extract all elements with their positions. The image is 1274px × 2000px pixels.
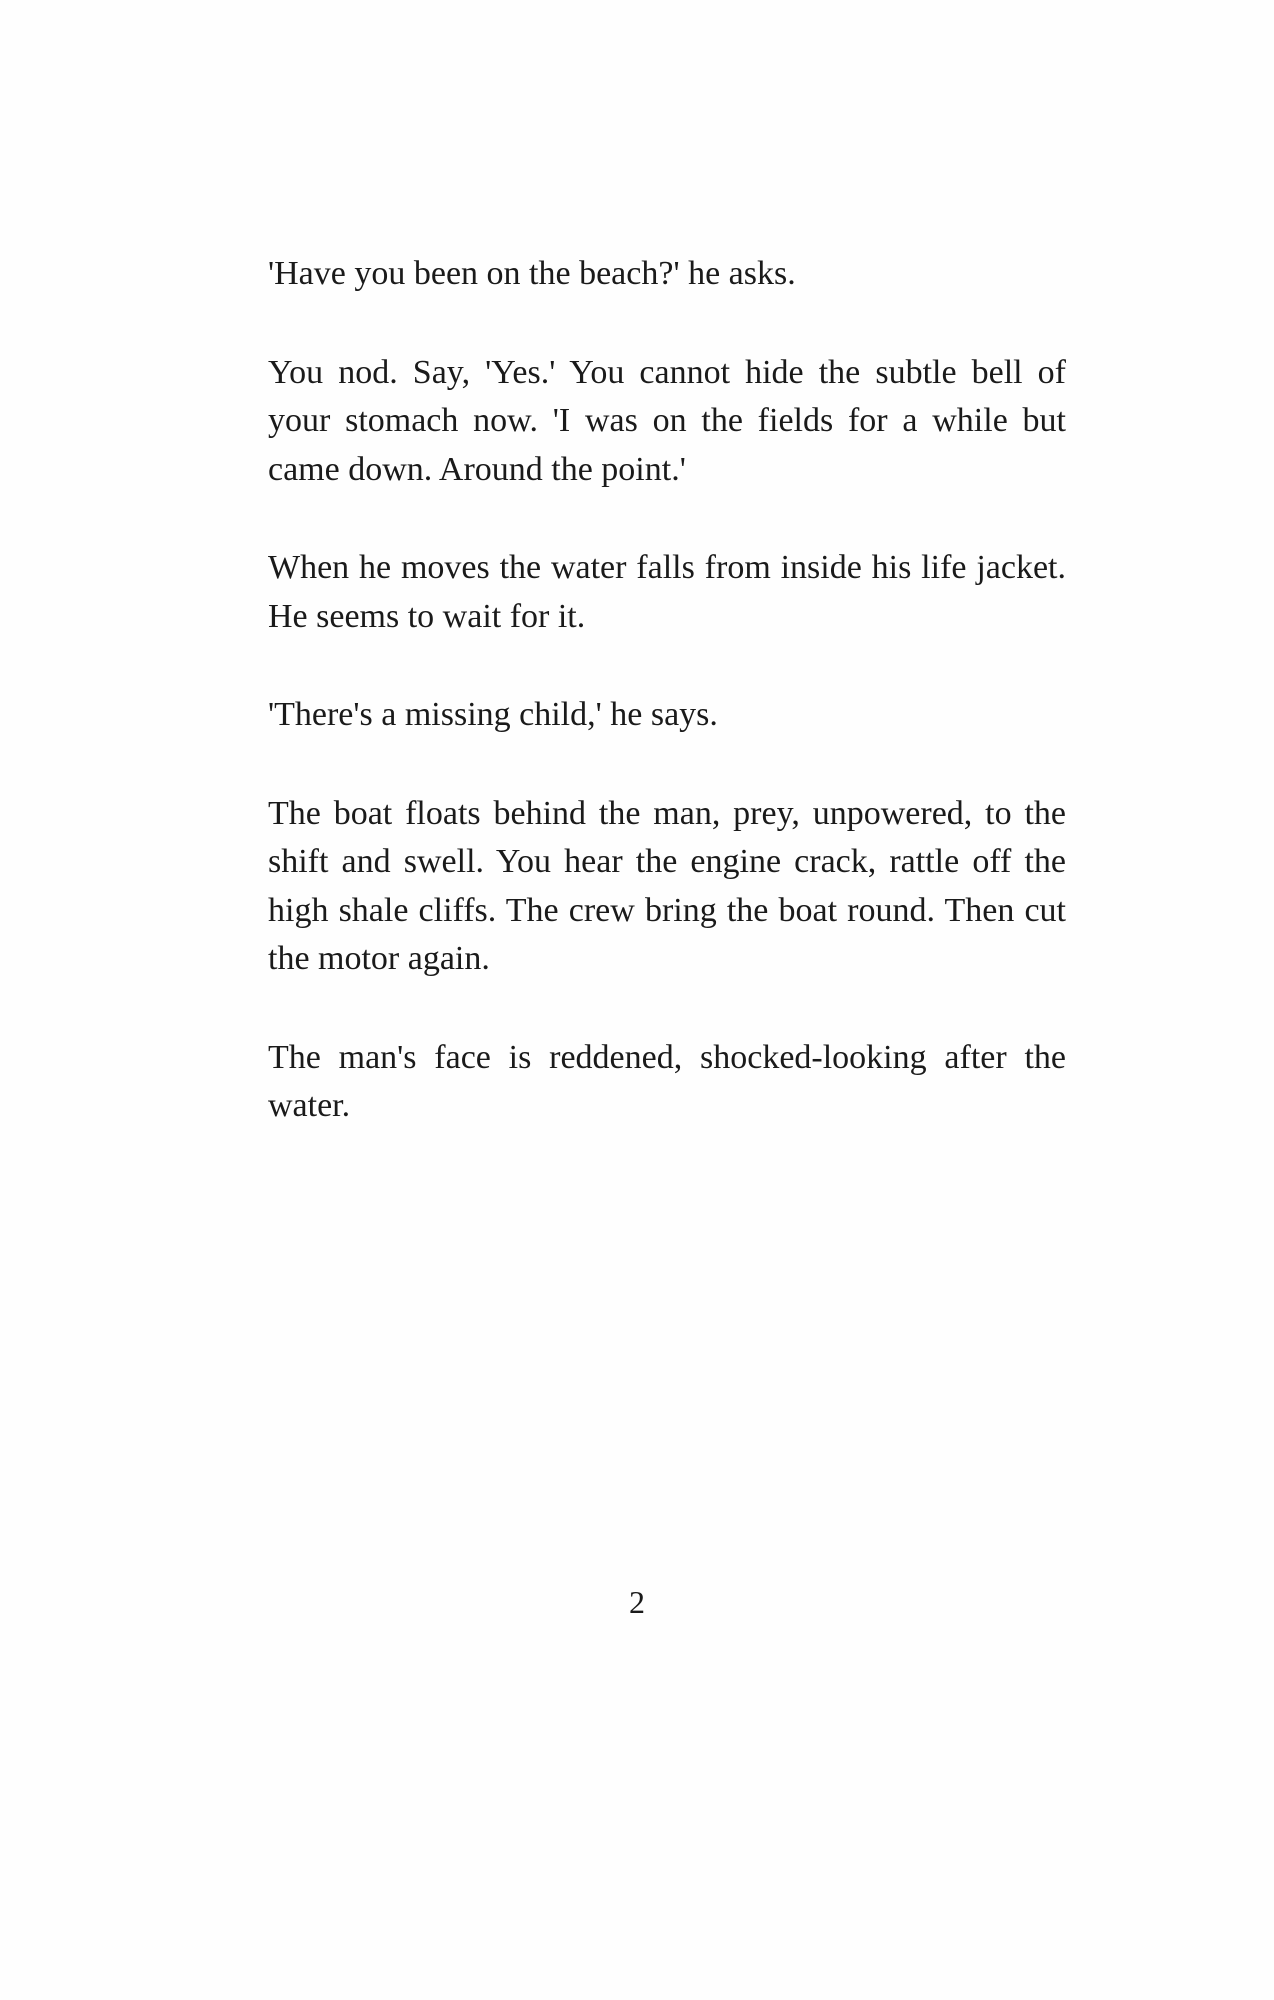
body-text <box>268 250 1066 1131</box>
paragraph: The man's face is reddened, shocked-looking after the water. <box>268 1038 1066 1124</box>
paragraph: You nod. Say, 'Yes.' You cannot hide the subtle bell of your stomach now. 'I was on the fields for a while but came down. Around the point.' <box>268 353 1066 488</box>
paragraph: The boat floats behind the man, prey, unpowered, to the shift and swell. You hear the engine crack, rattle off the high shale cliffs. The crew bring the boat round. Then cut the motor again. <box>268 794 1066 977</box>
paragraph: When he moves the water falls from inside his life jacket. He seems to wait for it. <box>268 549 1066 635</box>
paragraph: 'Have you been on the beach?' he asks. <box>268 255 796 292</box>
page-number: 2 <box>629 1584 645 1620</box>
paragraph: 'There's a missing child,' he says. <box>268 696 718 733</box>
